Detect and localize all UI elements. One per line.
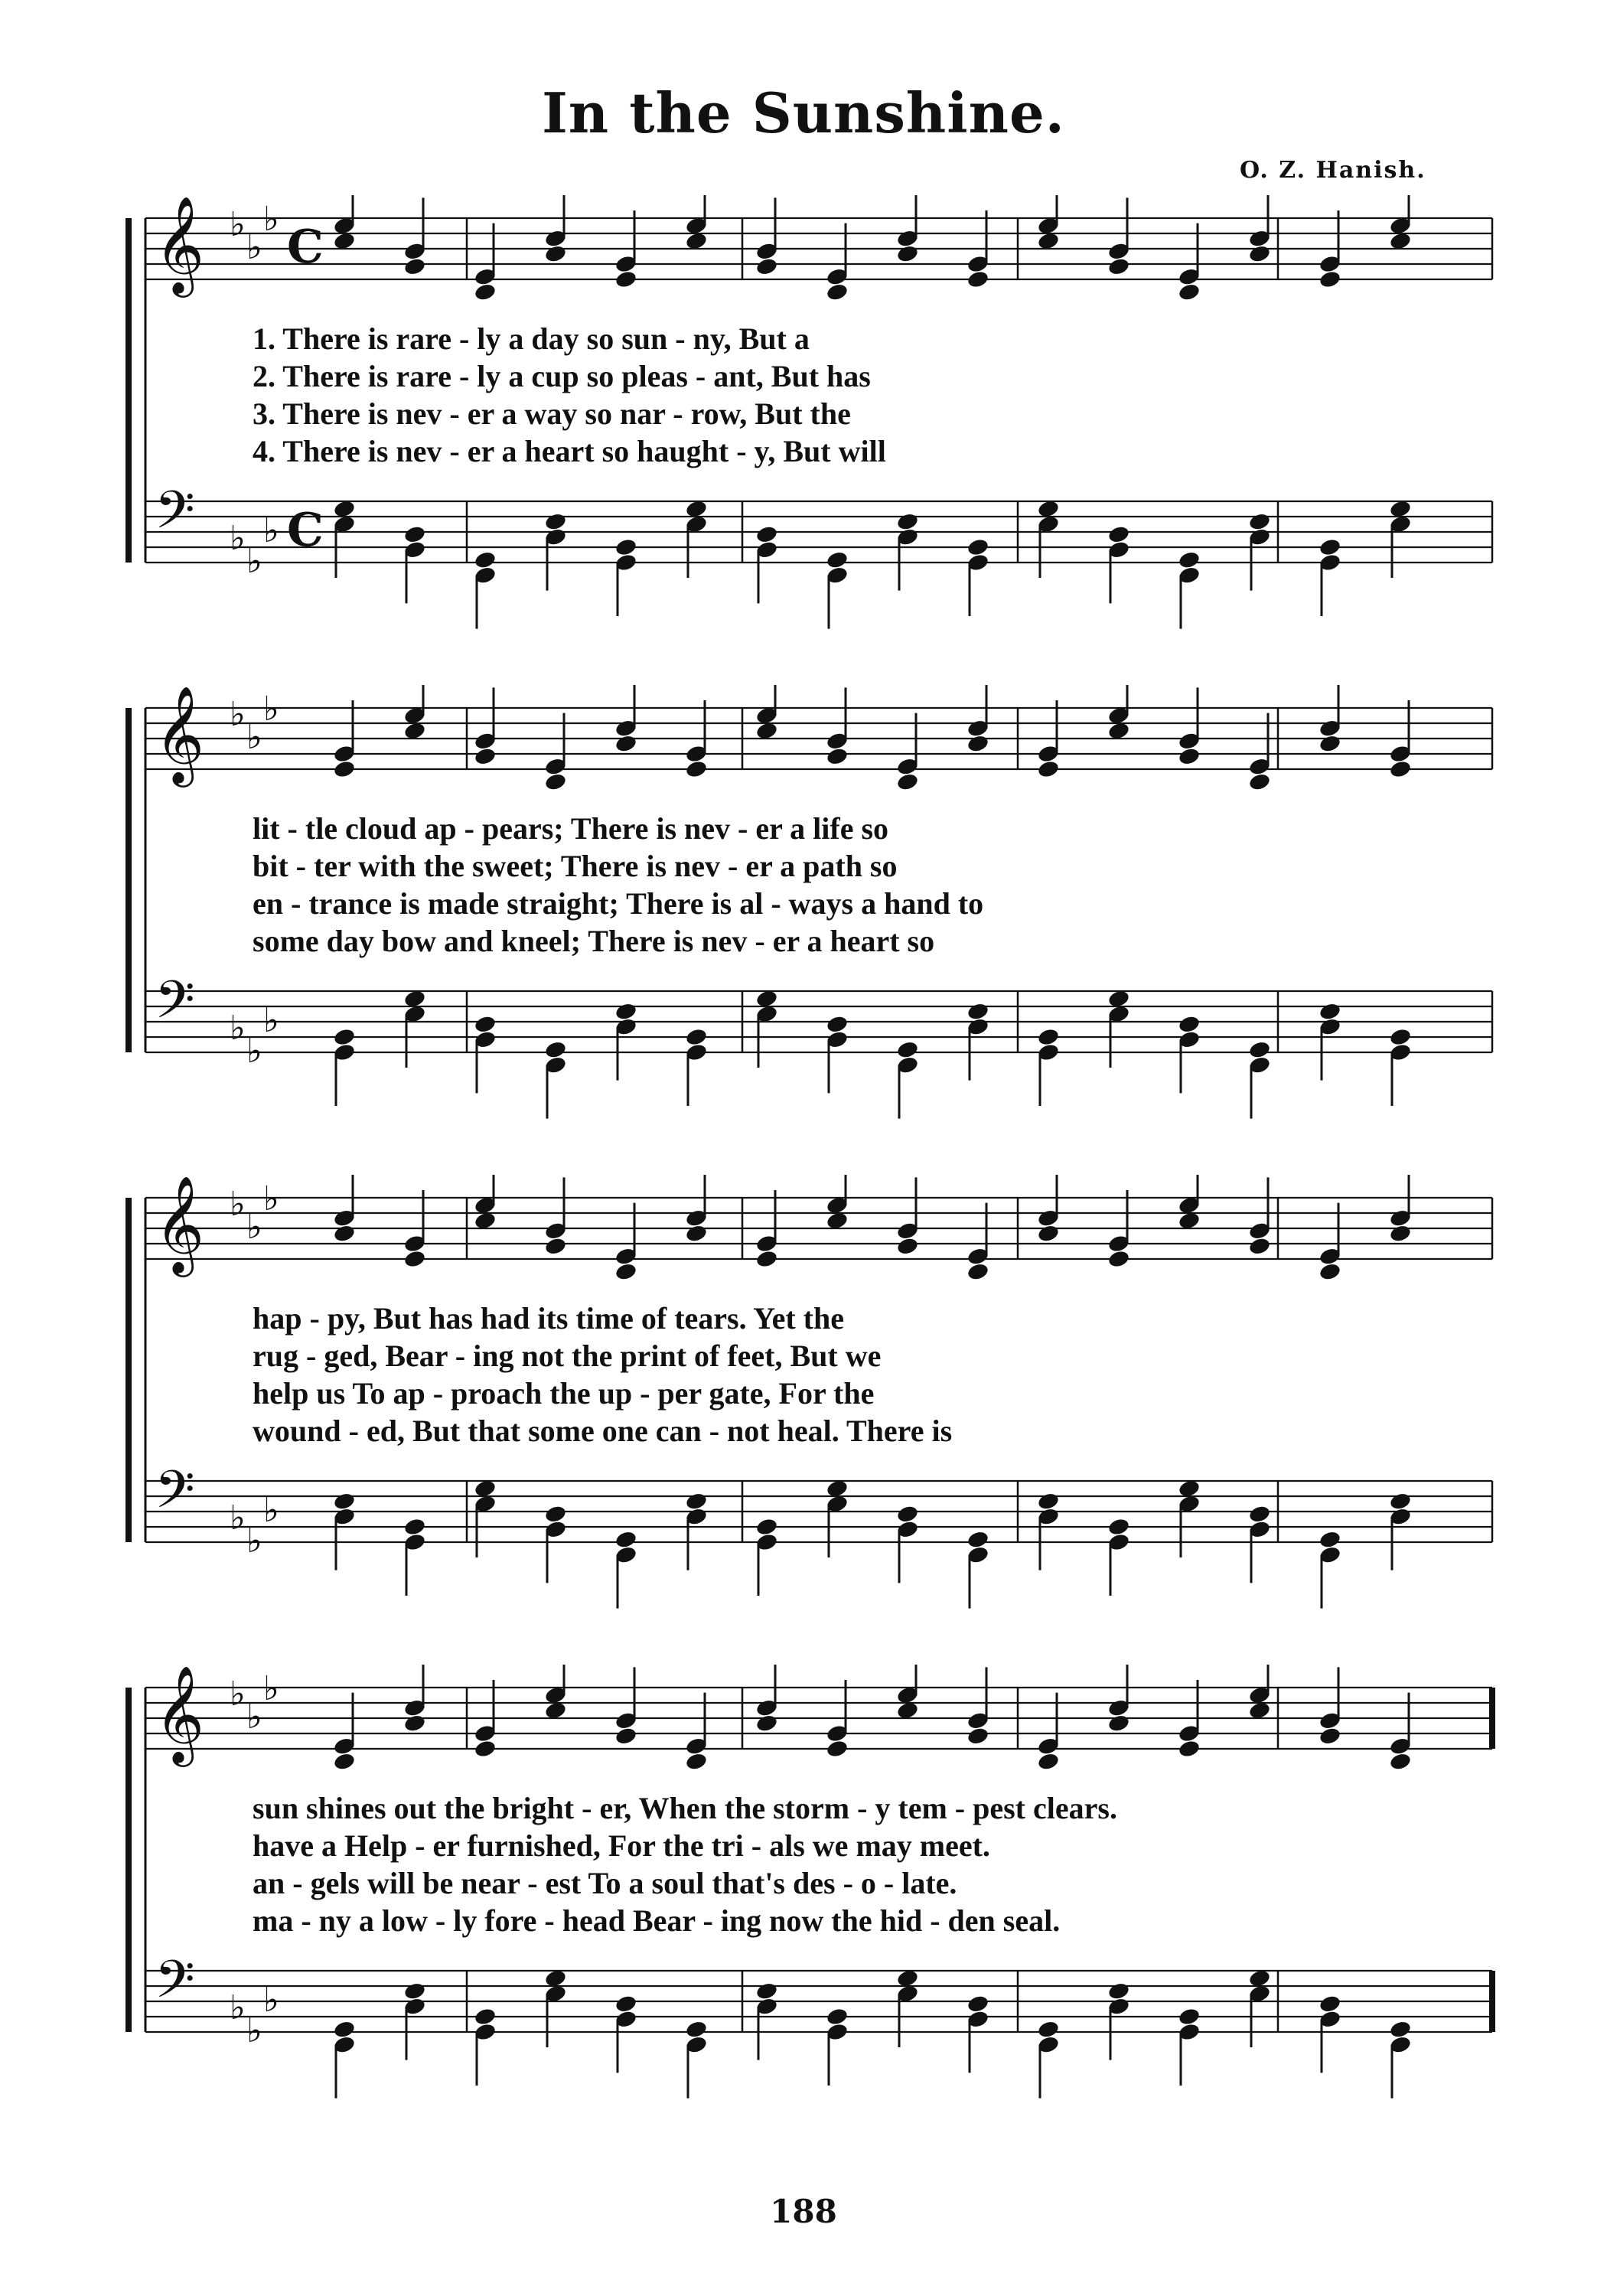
flat-icon: ♭ — [246, 1521, 262, 1561]
notehead — [1319, 537, 1342, 557]
notehead — [1178, 1739, 1201, 1759]
notehead — [685, 759, 709, 779]
notehead — [966, 734, 990, 754]
flat-icon: ♭ — [230, 695, 246, 734]
flat-icon: ♭ — [230, 1988, 246, 2027]
music-system-3 — [122, 1175, 1508, 1649]
treble-clef-icon: 𝄞 — [155, 1665, 205, 1763]
notehead — [1389, 759, 1413, 779]
flat-icon: ♭ — [230, 1009, 246, 1048]
lyric-line-verse-2: bit - ter with the sweet; There is nev - er a path so — [253, 849, 898, 883]
notehead — [826, 2007, 849, 2027]
bass-clef-icon: 𝄢 — [155, 970, 195, 1043]
lyrics-block-3 — [253, 1300, 1508, 1450]
notehead — [403, 524, 427, 544]
flat-icon: ♭ — [263, 1669, 279, 1708]
notehead — [966, 1994, 990, 2014]
lyric-line-verse-4: 4. There is nev - er a heart so haught - y, But will — [253, 434, 886, 468]
notehead — [1107, 1249, 1131, 1269]
notehead — [755, 256, 779, 276]
notehead — [1037, 1492, 1061, 1512]
lyric-line-verse-1: lit - tle cloud ap - pears; There is nev - er a life so — [253, 811, 889, 846]
lyrics-block-4 — [253, 1789, 1508, 1939]
flat-icon: ♭ — [230, 1675, 246, 1714]
notehead — [1319, 1002, 1342, 1022]
notehead — [1389, 1492, 1413, 1512]
notehead — [1389, 1027, 1413, 1047]
common-time-icon: C — [287, 220, 324, 274]
lyric-line-verse-1: hap - py, But has had its time of tears. Yet the — [253, 1301, 844, 1336]
notehead — [1319, 1726, 1342, 1746]
treble-clef-icon: 𝄞 — [155, 1175, 205, 1273]
notehead — [1037, 1027, 1061, 1047]
notehead — [614, 1002, 638, 1022]
notehead — [1319, 1262, 1342, 1282]
notehead — [403, 1517, 427, 1537]
music-system-1 — [122, 195, 1508, 670]
notehead — [1107, 524, 1131, 544]
notehead — [896, 1236, 920, 1256]
flat-icon: ♭ — [230, 1499, 246, 1538]
notehead — [1248, 1236, 1272, 1256]
notehead — [333, 1027, 357, 1047]
lyric-line-verse-2: 2. There is rare - ly a cup so pleas - ant, But has — [253, 359, 871, 393]
flat-icon: ♭ — [246, 718, 262, 757]
notehead — [755, 1517, 779, 1537]
notehead — [474, 550, 497, 570]
notehead — [755, 1981, 779, 2001]
notehead — [896, 512, 920, 532]
notehead — [966, 537, 990, 557]
composer-credit: O. Z. Hanish. — [1240, 157, 1426, 184]
notehead — [403, 1249, 427, 1269]
notehead — [1319, 1530, 1342, 1550]
lyric-line-verse-3: help us To ap - proach the up - per gate, For the — [253, 1376, 875, 1411]
lyric-line-verse-3: en - trance is made straight; There is al - ways a hand to — [253, 886, 984, 921]
flat-icon: ♭ — [246, 2011, 262, 2050]
notehead — [1248, 772, 1272, 792]
notehead — [614, 1994, 638, 2014]
notehead — [1107, 1517, 1131, 1537]
bass-clef-icon: 𝄢 — [155, 481, 195, 553]
notehead — [403, 1981, 427, 2001]
flat-icon: ♭ — [263, 1179, 279, 1218]
flat-icon: ♭ — [263, 200, 279, 239]
treble-clef-icon: 𝄞 — [155, 685, 205, 783]
lyric-line-verse-3: 3. There is nev - er a way so nar - row, But the — [253, 396, 851, 431]
notehead — [403, 256, 427, 276]
notehead — [1248, 244, 1272, 264]
notehead — [826, 550, 849, 570]
lyric-line-verse-3: an - gels will be near - est To a soul that's des - o - late. — [253, 1866, 957, 1900]
notehead — [1248, 1504, 1272, 1524]
notehead — [614, 1262, 638, 1282]
notehead — [896, 1504, 920, 1524]
notehead — [685, 1027, 709, 1047]
lyric-line-verse-2: rug - ged, Bear - ing not the print of feet, But we — [253, 1339, 882, 1373]
notehead — [614, 1530, 638, 1550]
lyrics-block-1 — [253, 320, 1508, 470]
notehead — [685, 1224, 709, 1244]
notehead — [896, 772, 920, 792]
notehead — [474, 2007, 497, 2027]
notehead — [1037, 759, 1061, 779]
flat-icon: ♭ — [246, 228, 262, 267]
hymn-title: In the Sunshine. — [542, 80, 1065, 145]
flat-icon: ♭ — [230, 1185, 246, 1224]
flat-icon: ♭ — [230, 519, 246, 558]
notehead — [826, 282, 849, 302]
notehead — [1389, 2020, 1413, 2040]
lyric-line-verse-4: ma - ny a low - ly fore - head Bear - ing now the hid - den seal. — [253, 1903, 1061, 1938]
notehead — [896, 244, 920, 264]
notehead — [1319, 734, 1342, 754]
notehead — [1178, 746, 1201, 766]
notehead — [544, 512, 568, 532]
notehead — [1248, 1040, 1272, 1060]
notehead — [1107, 1714, 1131, 1733]
bass-clef-icon: 𝄢 — [155, 1950, 195, 2023]
notehead — [1037, 1752, 1061, 1772]
flat-icon: ♭ — [263, 511, 279, 550]
notehead — [614, 1726, 638, 1746]
notehead — [544, 1040, 568, 1060]
notehead — [826, 1014, 849, 1034]
notehead — [1178, 282, 1201, 302]
notehead — [474, 282, 497, 302]
flat-icon: ♭ — [263, 1491, 279, 1530]
page-number: 188 — [770, 2193, 837, 2230]
treble-clef-icon: 𝄞 — [155, 195, 205, 293]
notehead — [474, 1739, 497, 1759]
notehead — [474, 746, 497, 766]
flat-icon: ♭ — [230, 205, 246, 244]
flat-icon: ♭ — [246, 1698, 262, 1737]
flat-icon: ♭ — [263, 690, 279, 729]
notehead — [966, 1262, 990, 1282]
notehead — [826, 746, 849, 766]
lyric-line-verse-1: sun shines out the bright - er, When the storm - y tem - pest clears. — [253, 1791, 1117, 1825]
notehead — [755, 1249, 779, 1269]
notehead — [1107, 1981, 1131, 2001]
lyric-line-verse-2: have a Help - er furnished, For the tri - als we may meet. — [253, 1828, 990, 1863]
lyric-line-verse-1: 1. There is rare - ly a day so sun - ny, But a — [253, 321, 810, 356]
flat-icon: ♭ — [246, 1032, 262, 1071]
notehead — [826, 1739, 849, 1759]
notehead — [544, 1236, 568, 1256]
flat-icon: ♭ — [263, 1001, 279, 1040]
notehead — [1389, 1752, 1413, 1772]
notehead — [333, 1492, 357, 1512]
notehead — [685, 2020, 709, 2040]
notehead — [544, 244, 568, 264]
common-time-icon: C — [287, 504, 324, 557]
notehead — [474, 1014, 497, 1034]
notehead — [544, 772, 568, 792]
notehead — [896, 1040, 920, 1060]
notehead — [966, 1726, 990, 1746]
notehead — [333, 1224, 357, 1244]
lyric-line-verse-4: some day bow and kneel; There is nev - er a heart so — [253, 924, 935, 958]
notehead — [1178, 1014, 1201, 1034]
notehead — [1037, 1224, 1061, 1244]
notehead — [333, 1752, 357, 1772]
notehead — [685, 1492, 709, 1512]
flat-icon: ♭ — [246, 1208, 262, 1247]
notehead — [755, 524, 779, 544]
music-system-4 — [122, 1665, 1508, 2139]
notehead — [685, 1752, 709, 1772]
notehead — [614, 734, 638, 754]
notehead — [1107, 256, 1131, 276]
flat-icon: ♭ — [246, 542, 262, 581]
notehead — [966, 269, 990, 289]
flat-icon: ♭ — [263, 1981, 279, 2020]
notehead — [333, 759, 357, 779]
music-system-2 — [122, 685, 1508, 1159]
notehead — [966, 1530, 990, 1550]
notehead — [1389, 1224, 1413, 1244]
notehead — [333, 2020, 357, 2040]
notehead — [1319, 1994, 1342, 2014]
lyrics-block-2 — [253, 810, 1508, 960]
notehead — [1248, 512, 1272, 532]
lyric-line-verse-4: wound - ed, But that some one can - not heal. There is — [253, 1414, 953, 1448]
notehead — [544, 1504, 568, 1524]
notehead — [1037, 2020, 1061, 2040]
notehead — [1178, 2007, 1201, 2027]
bass-clef-icon: 𝄢 — [155, 1460, 195, 1533]
notehead — [966, 1002, 990, 1022]
notehead — [755, 1714, 779, 1733]
notehead — [1319, 269, 1342, 289]
notehead — [403, 1714, 427, 1733]
notehead — [614, 537, 638, 557]
notehead — [1178, 550, 1201, 570]
notehead — [614, 269, 638, 289]
